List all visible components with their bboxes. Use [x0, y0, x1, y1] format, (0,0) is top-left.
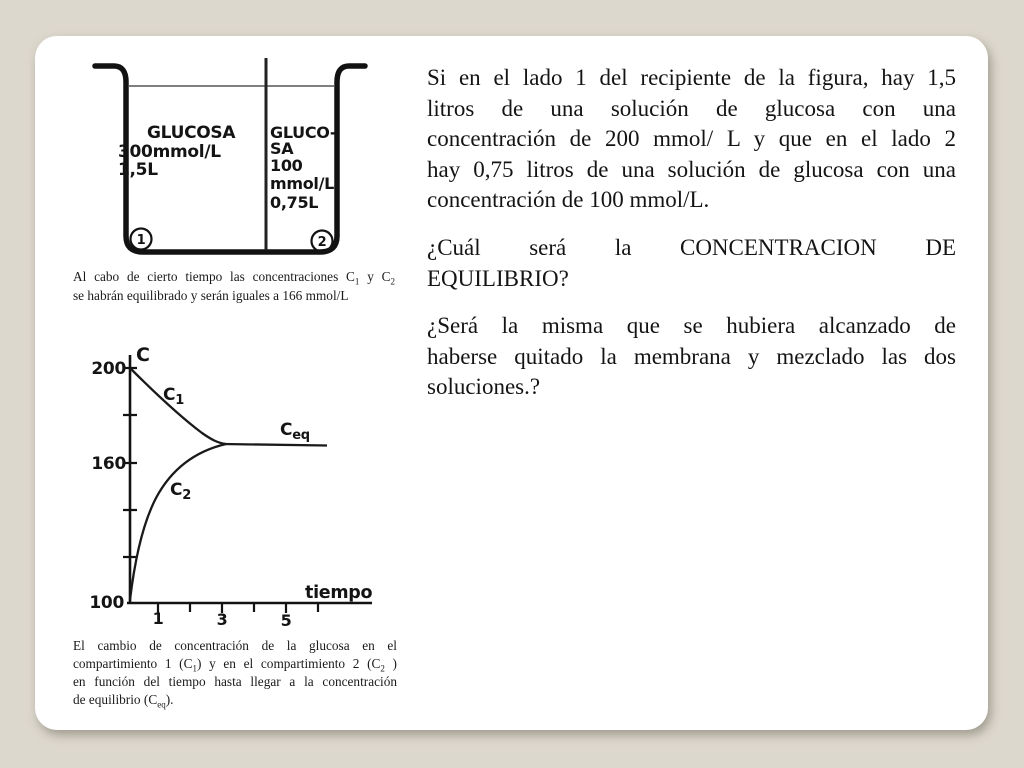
- paragraph3-line3: soluciones.?: [427, 374, 541, 400]
- compartment1-number: 1: [136, 233, 146, 248]
- beaker-caption-line1: Al cabo de cierto tiempo las concentraciones $C_1$ y $C_2$: [73, 269, 396, 287]
- paragraph-question-1: [427, 233, 956, 294]
- paragraph1-line4: hay 0,75 litros de una solución de glucosa con una: [427, 156, 956, 182]
- slide-card: [35, 36, 988, 730]
- paragraph3-line1: ¿Será la misma que se hubiera alcanzado de: [427, 313, 956, 339]
- paragraph1-line1: Si en el lado 1 del recipiente de la figura, hay 1,5: [427, 65, 956, 90]
- x-axis-ticks: [158, 603, 318, 613]
- paragraph1-line3: concentración de 200 mmol/ L y que en el lado 2: [427, 126, 956, 152]
- xtick-1: 1: [152, 609, 164, 628]
- paragraph-question-2: [427, 311, 956, 403]
- paragraph1-line5: concentración de 100 mmol/L.: [427, 187, 710, 213]
- compartment2-label-2: SA: [270, 139, 294, 158]
- compartment2-label-1: GLUCO-: [270, 123, 337, 142]
- paragraph1-line2: litros de una solución de glucosa con una: [427, 95, 956, 121]
- ytick-200: 200: [91, 359, 126, 379]
- compartment2-concentration-value: 100: [270, 156, 303, 175]
- ytick-160: 160: [91, 454, 126, 474]
- xtick-3: 3: [216, 610, 228, 629]
- x-axis-title: tiempo: [305, 583, 373, 603]
- graph-caption-line3: en función del tiempo hasta llegar a la concentración: [73, 674, 397, 689]
- body-text-column: [427, 63, 956, 420]
- beaker-diagram: [85, 55, 375, 265]
- beaker-caption: [73, 267, 395, 305]
- compartment2-number: 2: [317, 235, 327, 250]
- paragraph-problem-statement: [427, 63, 956, 216]
- y-axis-title: C: [136, 344, 150, 366]
- compartment1-label: GLUCOSA: [147, 123, 236, 143]
- beaker-caption-line2: se habrán equilibrado y serán iguales a 166 mmol/L: [73, 288, 349, 303]
- curve-c2-label: $C_2$: [170, 480, 191, 503]
- paragraph3-line2: haberse quitado la membrana y mezclado las dos: [427, 343, 956, 369]
- paragraph2-line2: EQUILIBRIO?: [427, 265, 569, 291]
- ytick-100: 100: [89, 593, 124, 613]
- compartment2-volume: 0,75L: [270, 193, 319, 212]
- xtick-5: 5: [280, 611, 292, 630]
- compartment2-concentration-unit: mmol/L: [270, 174, 335, 193]
- graph-caption-line4: de equilibrio $(C_{eq})$.: [73, 692, 174, 710]
- compartment1-concentration: 300mmol/L: [118, 142, 221, 162]
- concentration-graph: [60, 343, 380, 633]
- curve-c2: [130, 444, 226, 600]
- paragraph2-line1: ¿Cuál será la CONCENTRACION DE: [427, 234, 956, 260]
- equilibrium-line: [222, 444, 327, 446]
- graph-caption: [73, 637, 397, 709]
- equilibrium-label: $C_{eq}$: [280, 420, 310, 443]
- graph-caption-line2: compartimiento 1 $(C_1)$ y en el compartimiento 2 ($C_2$ ): [73, 656, 397, 674]
- graph-caption-line1: El cambio de concentración de la glucosa en el: [73, 638, 397, 653]
- compartment1-volume: 1,5L: [118, 160, 158, 180]
- curve-c1-label: $C_1$: [163, 385, 184, 408]
